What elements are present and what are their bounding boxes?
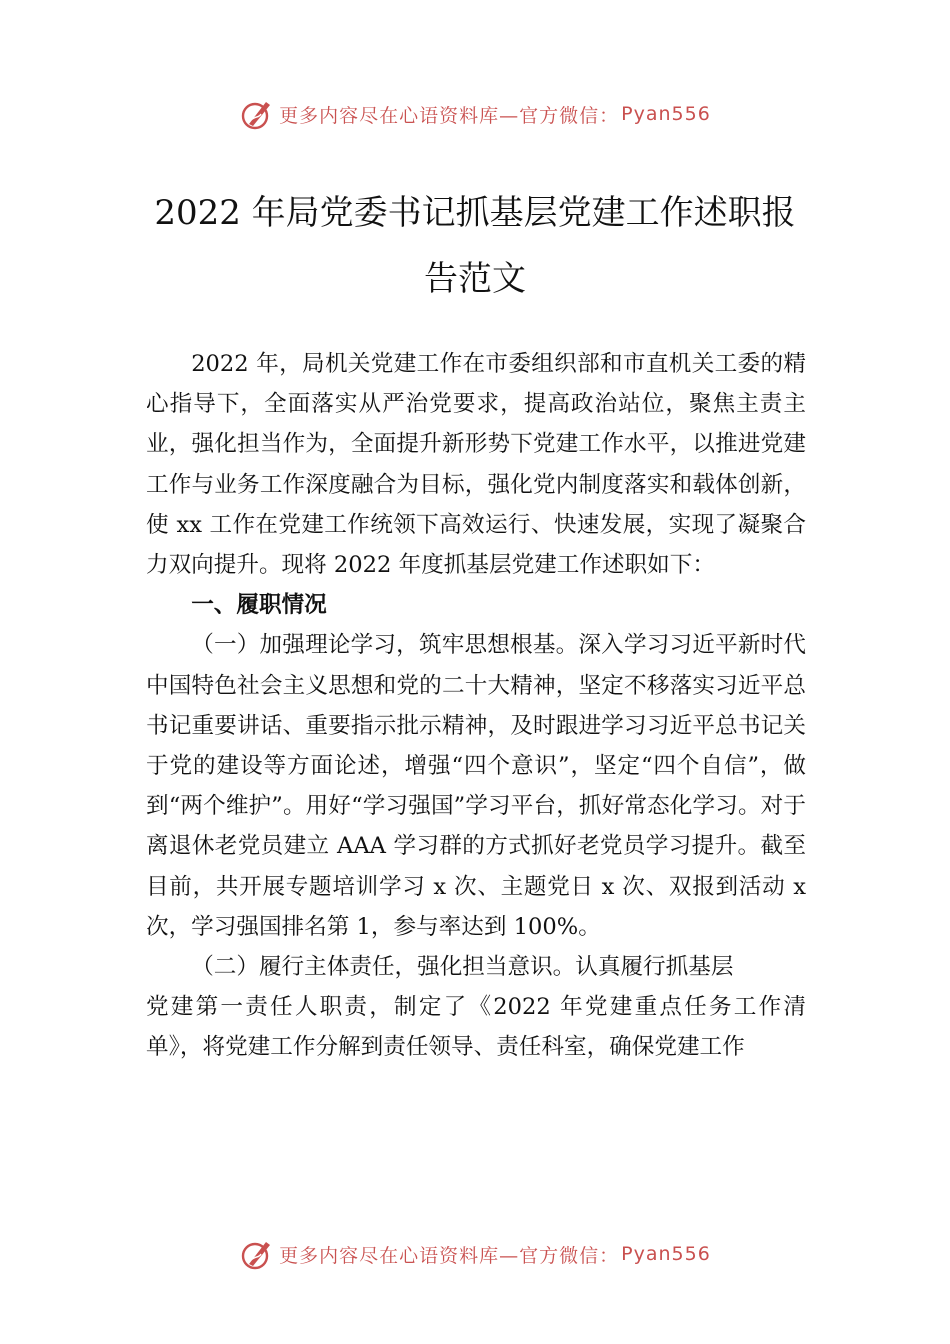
footer-watermark xyxy=(0,1236,950,1272)
document-title xyxy=(100,180,850,312)
watermark-handle: Pyan556 xyxy=(621,1243,711,1265)
responsibility-paragraph-line1: （二）履行主体责任，强化担当意识。认真履行抓基层 xyxy=(191,954,734,981)
header-watermark xyxy=(0,96,950,132)
responsibility-paragraph-continued: 党建第一责任人职责，制定了《2022 年党建重点任务工作清单》，将党建工作分解到责任领导、责任科室，确保党建工作 xyxy=(146,994,806,1061)
theory-study-paragraph: （一）加强理论学习，筑牢思想根基。深入学习习近平新时代中国特色社会主义思想和党的二十大精神，坚定不移落实习近平总书记重要讲话、重要指示批示精神，及时跟进学习习近平总书记关于党的建设等方面论述，增强“四个意识”，坚定“四个自信”，做到“两个维护”。用好“学习强国”学习平台，抓好常态化学习。对于离退休老党员建立 AAA 学习群的方式抓好老党员学习提升。截至目前，共开展专题培训学习 x 次、主题党日 x 次、双报到活动 x 次，学习强国排名第 1，参与率达到 100%。 xyxy=(146,632,806,940)
quill-logo-icon xyxy=(239,1236,275,1272)
section-heading: 一、履职情况 xyxy=(191,592,327,619)
title-line-1: 2022 年局党委书记抓基层党建工作述职报 xyxy=(154,193,796,233)
title-line-2: 告范文 xyxy=(424,259,526,299)
intro-paragraph: 2022 年，局机关党建工作在市委组织部和市直机关工委的精心指导下，全面落实从严治党要求，提高政治站位，聚焦主责主业，强化担当作为，全面提升新形势下党建工作水平，以推进党建工作与业务工作深度融合为目标，强化党内制度落实和载体创新，使 xx 工作在党建工作统领下高效运行、快速发展，实现了凝聚合力双向提升。现将 2022 年度抓基层党建工作述职如下： xyxy=(146,351,806,579)
document-body xyxy=(146,344,806,1068)
watermark-text: 更多内容尽在心语资料库—官方微信： xyxy=(279,1244,620,1267)
watermark-handle: Pyan556 xyxy=(621,103,711,125)
quill-logo-icon xyxy=(239,96,275,132)
watermark-text: 更多内容尽在心语资料库—官方微信： xyxy=(279,104,620,127)
